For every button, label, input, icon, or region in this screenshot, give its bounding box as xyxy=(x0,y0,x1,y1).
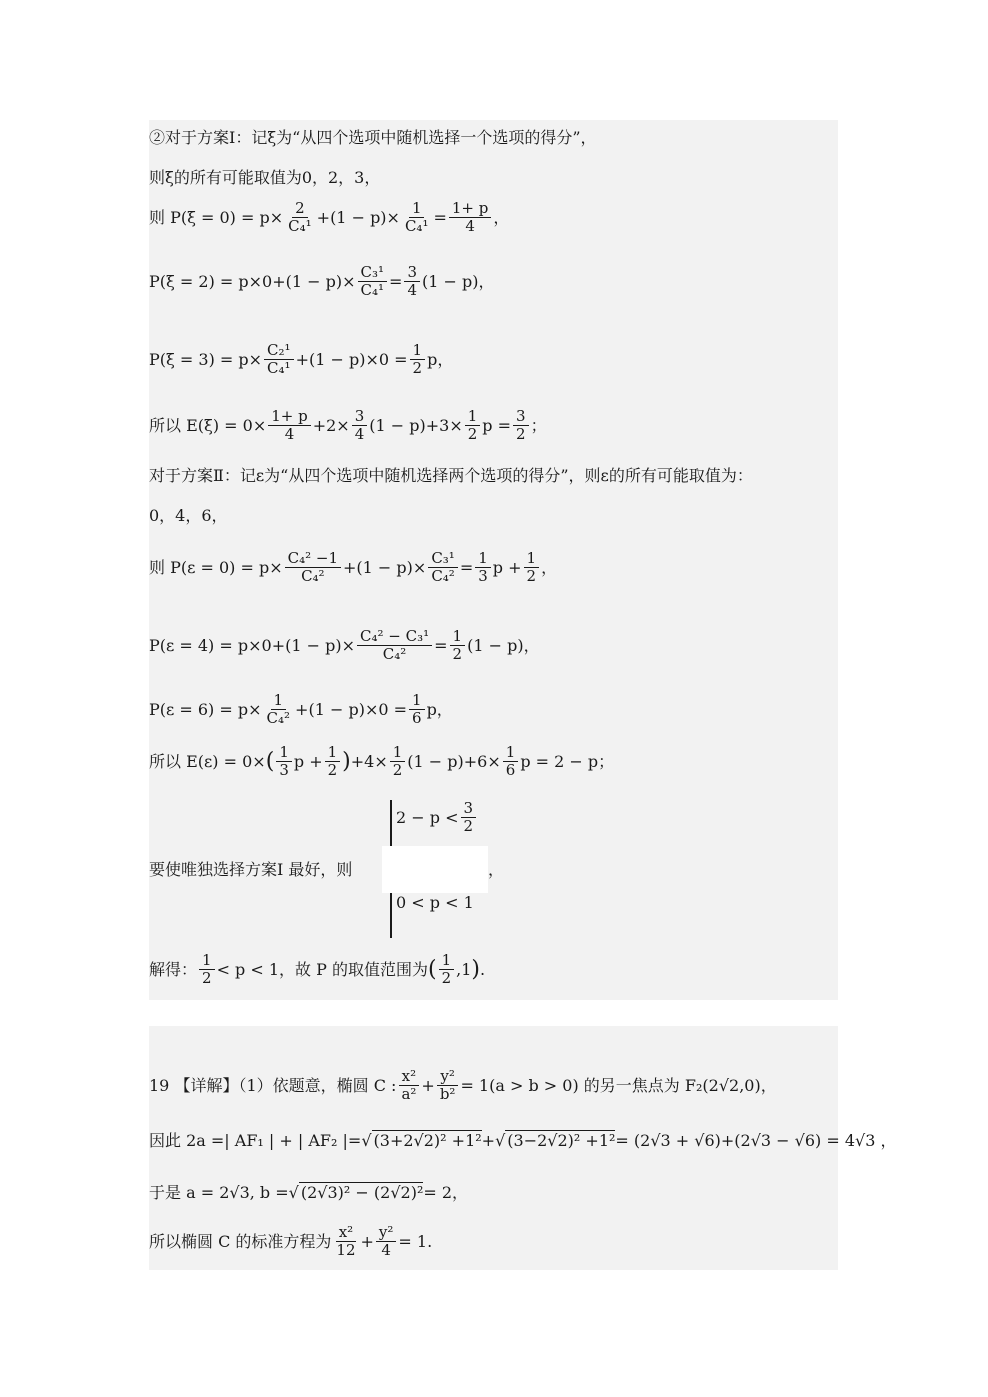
fraction: $\frac{3}{2}$ xyxy=(513,408,529,444)
expectation-e: 所以 E(ε) = 0× ( $\frac{1}{3}$ p + $\frac{1}{2}$ ) +4× $\frac{1}{2}$ (1 − p)+6× $\frac{1}{6}$ p = 2 − p； xyxy=(149,743,615,780)
p-xi0-equation: 则 P(ξ = 0) = p× $\frac{2}{\text{C₄¹}}$ +(1 − p)× $\frac{1}{\text{C₄¹}}$ = $\frac{1+ p}{4}$ ， xyxy=(149,199,510,236)
fraction: $\frac{3}{4}$ xyxy=(404,264,420,300)
fraction: $\frac{\text{C₃¹}}{\text{C₄¹}}$ xyxy=(358,264,388,300)
fraction: $\frac{1}{2}$ xyxy=(199,952,215,988)
p-e4-equation: P(ε = 4) = p×0+(1 − p)× $\frac{\text{C₄² − C₃¹}}{\text{C₄²}}$ = $\frac{1}{2}$ (1 − p)， xyxy=(149,627,540,664)
fraction: $\frac{1+ p}{4}$ xyxy=(449,200,491,236)
scheme2-intro: 对于方案Ⅱ：记ε为“从四个选项中随机选择两个选项的得分”，则ε的所有可能取值为： xyxy=(149,466,753,485)
fraction: $\frac{\text{x²}}{12}$ xyxy=(336,1223,356,1260)
scheme2-values: 0，4，6， xyxy=(149,506,228,525)
fraction: $\frac{1}{6}$ xyxy=(409,692,425,728)
q19-line-2: 因此 2a =| AF₁ | + | AF₂ |= √ (3+2√2)² +1² + √ (3−2√2)² +1² = (2√3 + √6)+(2√3 − √6) = 4√3 ， xyxy=(149,1130,897,1150)
fraction: $\frac{3}{2}$ xyxy=(461,800,477,836)
fraction: $\frac{3}{4}$ xyxy=(352,408,368,444)
p-xi2-equation: P(ξ = 2) = p×0+(1 − p)× $\frac{\text{C₃¹}}{\text{C₄¹}}$ = $\frac{3}{4}$ (1 − p)， xyxy=(149,263,495,300)
fraction: $\frac{1}{2}$ xyxy=(450,628,466,664)
solution-range: 解得： $\frac{1}{2}$ < p < 1，故 P 的取值范围为 ( $\frac{1}{2}$ ,1 ) . xyxy=(149,951,486,988)
condition-comma: ， xyxy=(488,860,505,879)
fraction: $\frac{1}{2}$ xyxy=(390,744,406,780)
p-e0-equation: 则 P(ε = 0) = p× $\frac{\text{C₄² −1}}{\text{C₄²}}$ +(1 − p)× $\frac{\text{C₃¹}}{\text{C₄²}}$ = $\frac{1}{3}$ p + $\frac{1}{2}$ ， xyxy=(149,549,558,586)
fraction: $\frac{\text{y²}}{4}$ xyxy=(376,1224,397,1260)
fraction: $\frac{\text{y²}}{\text{b²}}$ xyxy=(437,1068,459,1104)
fraction: $\frac{\text{C₄² − C₃¹}}{\text{C₄²}}$ xyxy=(357,628,432,664)
inequality-row-2: 0 < p < 1 xyxy=(396,893,474,912)
expectation-xi: 所以 E(ξ) = 0× $\frac{1+ p}{4}$ +2× $\frac{3}{4}$ (1 − p)+3× $\frac{1}{2}$ p = $\frac{3}{2}$ ； xyxy=(149,407,547,444)
inequality-row-1: 2 − p < $\frac{3}{2}$ xyxy=(396,800,478,836)
q19-line-4: 所以椭圆 C 的标准方程为 $\frac{\text{x²}}{12}$ + $\frac{\text{y²}}{4}$ = 1. xyxy=(149,1223,433,1260)
q19-line-1: 19 【详解】（1）依题意，椭圆 C : $\frac{\text{x²}}{\text{a²}}$ + $\frac{\text{y²}}{\text{b²}}$ = 1(a > b > 0) 的另一焦点为 F₂(2√2,0)， xyxy=(149,1067,777,1104)
fraction: $\frac{1}{2}$ xyxy=(439,952,455,988)
fraction: $\frac{1+ p}{4}$ xyxy=(268,408,310,444)
fraction: $\frac{1}{2}$ xyxy=(325,744,341,780)
fraction: $\frac{\text{C₂¹}}{\text{C₄¹}}$ xyxy=(264,342,294,378)
fraction: $\frac{1}{2}$ xyxy=(524,550,540,586)
scheme1-intro: ②对于方案Ⅰ：记ξ为“从四个选项中随机选择一个选项的得分”， xyxy=(149,128,597,147)
fraction: $\frac{1}{2}$ xyxy=(410,342,426,378)
fraction: $\frac{1}{\text{C₄¹}}$ xyxy=(404,199,429,236)
scheme1-values: 则ξ的所有可能取值为0，2，3， xyxy=(149,168,381,187)
fraction: $\frac{1}{\text{C₄²}}$ xyxy=(266,691,291,728)
fraction: $\frac{\text{C₃¹}}{\text{C₄²}}$ xyxy=(428,550,458,586)
fraction: $\frac{1}{3}$ xyxy=(475,550,491,586)
blank-patch xyxy=(382,846,488,893)
fraction: $\frac{\text{x²}}{\text{a²}}$ xyxy=(398,1068,419,1104)
fraction: $\frac{\text{C₄² −1}}{\text{C₄²}}$ xyxy=(285,550,341,586)
inequality-system xyxy=(390,800,488,938)
fraction: $\frac{1}{2}$ xyxy=(465,408,481,444)
fraction: $\frac{2}{\text{C₄¹}}$ xyxy=(288,199,312,236)
fraction: $\frac{1}{6}$ xyxy=(503,744,519,780)
condition-text: 要使唯独选择方案Ⅰ 最好，则 xyxy=(149,860,353,879)
p-e6-equation: P(ε = 6) = p× $\frac{1}{\text{C₄²}}$ +(1 − p)×0 = $\frac{1}{6}$ p， xyxy=(149,691,453,728)
p-xi3-equation: P(ξ = 3) = p× $\frac{\text{C₂¹}}{\text{C₄¹}}$ +(1 − p)×0 = $\frac{1}{2}$ p， xyxy=(149,341,454,378)
fraction: $\frac{1}{3}$ xyxy=(276,744,292,780)
q19-line-3: 于是 a = 2√3, b = √ (2√3)² − (2√2)² = 2， xyxy=(149,1182,469,1202)
